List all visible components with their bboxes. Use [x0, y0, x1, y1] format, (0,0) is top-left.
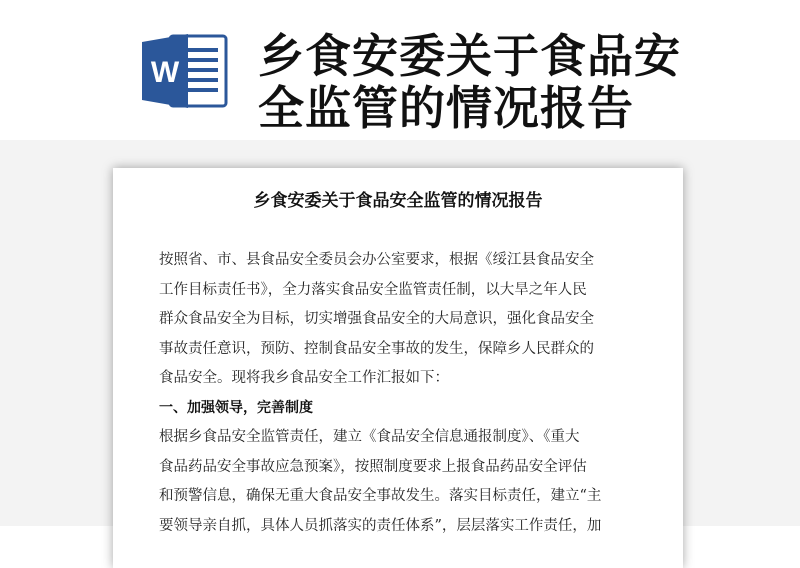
- word-icon-letter: W: [150, 56, 180, 89]
- body-line: 和预警信息，确保无重大食品安全事故发生。落实目标责任，建立“主: [159, 488, 602, 504]
- word-document-icon: [140, 30, 230, 112]
- body-line: 工作目标责任书》，全力落实食品安全监管责任制，以大旱之年人民: [159, 281, 587, 298]
- body-line: 食品安全。现将我乡食品安全工作汇报如下：: [159, 370, 449, 386]
- body-line: 食品药品安全事故应急预案》，按照制度要求上报食品药品安全评估: [159, 458, 587, 475]
- banner: [0, 0, 800, 140]
- body-line: 按照省、市、县食品安全委员会办公室要求，根据《绥江县食品安全: [159, 252, 594, 268]
- banner-title-line-2: 全监管的情况报告: [258, 81, 634, 135]
- document-title: 乡食安委关于食品安全监管的情况报告: [253, 191, 543, 211]
- body-line: 要领导亲自抓，具体人员抓落实的责任体系”，层层落实工作责任，加: [159, 517, 602, 534]
- document-page: [113, 168, 683, 568]
- body-line: 根据乡食品安全监管责任，建立《食品安全信息通报制度》、《重大: [159, 429, 580, 445]
- body-line: 群众食品安全为目标，切实增强食品安全的大局意识，强化食品安全: [159, 311, 594, 327]
- banner-title: [258, 30, 778, 134]
- section-heading: 一、加强领导，完善制度: [159, 399, 313, 416]
- banner-title-line-1: 乡食安委关于食品安: [258, 29, 681, 83]
- body-line: 事故责任意识，预防、控制食品安全事故的发生，保障乡人民群众的: [159, 340, 594, 357]
- document-body: [159, 246, 637, 541]
